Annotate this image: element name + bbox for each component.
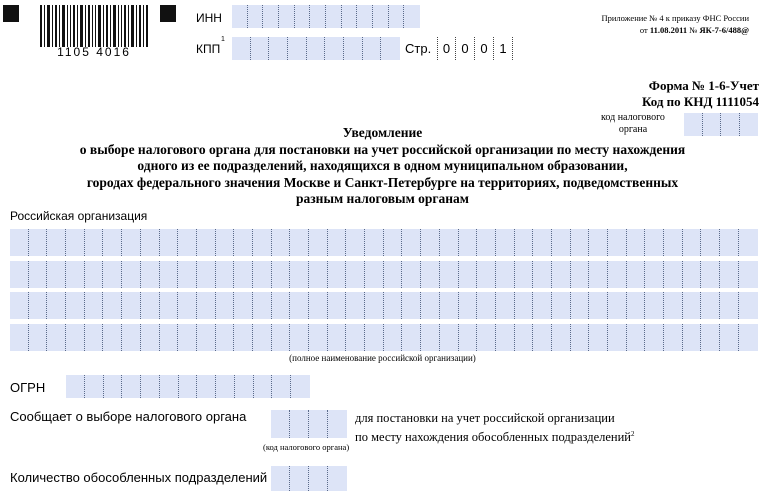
chosen-tax-authority-caption: (код налогового органа) <box>263 442 350 452</box>
appendix-num: ЯК-7-6/488@ <box>699 25 749 35</box>
chosen-tax-authority-field[interactable] <box>271 410 347 438</box>
org-label: Российская организация <box>10 209 148 223</box>
page-digit: 0 <box>437 37 456 60</box>
choice-footnote: 2 <box>630 430 635 438</box>
page-number-field <box>437 37 513 60</box>
title-line1: Уведомление <box>342 125 423 140</box>
page-digit: 0 <box>456 37 475 60</box>
appendix-num-label: № <box>689 25 698 35</box>
choice-text <box>355 410 634 445</box>
knd-code: Код по КНД 1111054 <box>641 94 759 109</box>
page-label: Стр. <box>405 41 432 56</box>
ogrn-field[interactable] <box>66 375 310 398</box>
title-line4: городах федерального значения Москве и Санкт-Петербурге на территориях, подведомственных <box>86 174 679 190</box>
tax-code-label-line1: код налогового <box>601 112 665 123</box>
kpp-label: КПП <box>196 42 221 56</box>
appendix-date: 11.08.2011 <box>649 25 688 35</box>
choice-label: Сообщает о выборе налогового органа <box>10 409 247 424</box>
choice-text-line1: для постановки на учет российской организации <box>355 411 615 425</box>
tax-code-label-line2: органа <box>618 124 648 135</box>
org-name-row-4[interactable] <box>10 324 758 351</box>
kpp-footnote: 1 <box>221 36 225 43</box>
subdivisions-count-field[interactable] <box>271 466 347 491</box>
page-digit: 1 <box>494 37 513 60</box>
appendix-line1: Приложение № 4 к приказу ФНС России <box>601 13 749 23</box>
barcode <box>40 5 148 47</box>
title-line5: разным налоговым органам <box>295 191 469 206</box>
title-line3: одного из ее подразделений, находящихся в одном муниципальном образовании, <box>137 158 628 173</box>
inn-field[interactable] <box>232 5 420 28</box>
appendix-reference <box>601 12 749 36</box>
barcode-number: 1105 4016 <box>57 45 131 59</box>
appendix-line2 <box>601 24 749 36</box>
corner-marker-left <box>3 5 19 22</box>
org-name-row-3[interactable] <box>10 292 758 319</box>
org-name-row-1[interactable] <box>10 229 758 256</box>
org-name-row-2[interactable] <box>10 261 758 288</box>
org-name-caption: (полное наименование российской организации) <box>289 353 476 363</box>
appendix-from: от <box>639 25 648 35</box>
corner-marker-right <box>160 5 176 22</box>
inn-label: ИНН <box>196 11 222 25</box>
choice-text-line2-main: по месту нахождения обособленных подразделений <box>355 430 631 445</box>
document-title <box>0 125 765 208</box>
kpp-field[interactable] <box>232 37 400 60</box>
count-label: Количество обособленных подразделений <box>10 470 268 485</box>
form-number: Форма № 1-6-Учет <box>648 78 759 93</box>
ogrn-label: ОГРН <box>10 380 46 395</box>
choice-text-line2 <box>355 426 634 445</box>
title-line2: о выборе налогового органа для постановки на учет российской организации по месту нахождения <box>79 141 686 157</box>
page-digit: 0 <box>475 37 494 60</box>
